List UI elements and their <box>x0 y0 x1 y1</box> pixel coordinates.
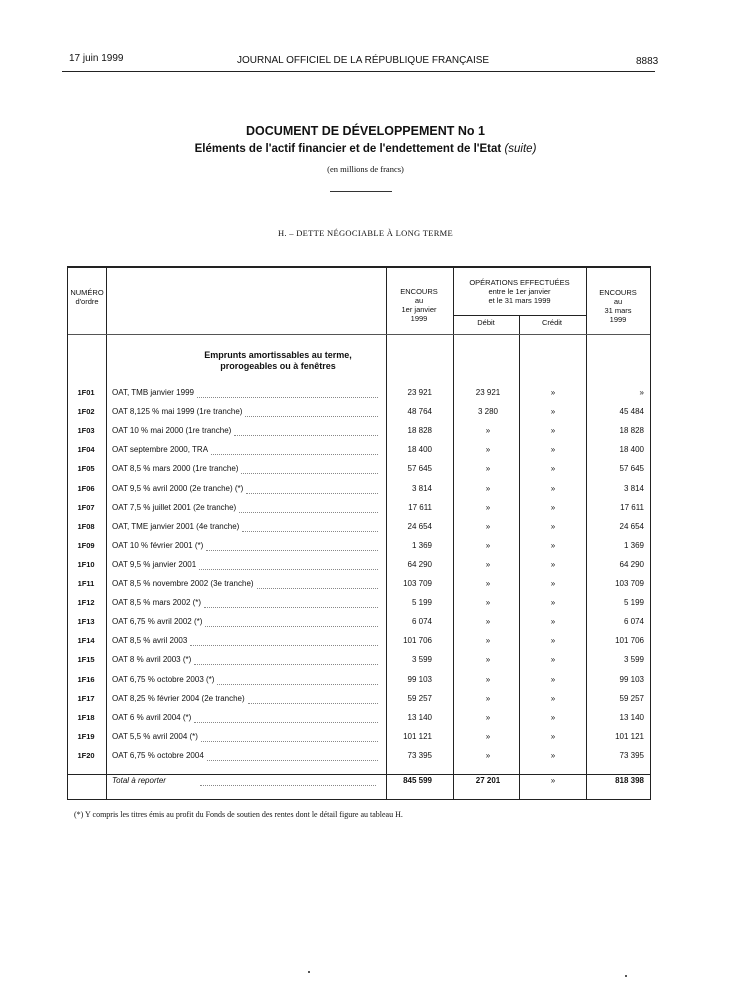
group-title-line1: Emprunts amortissables au terme, <box>204 350 352 360</box>
row-credit: » <box>550 388 556 397</box>
row-encours-end: 24 654 <box>619 522 644 531</box>
row-label: OAT 6,75 % octobre 2004 <box>112 751 204 760</box>
table-row <box>67 594 651 613</box>
header-encours-start <box>386 287 452 323</box>
row-leader-dots <box>245 416 378 417</box>
row-encours-end: 59 257 <box>619 694 644 703</box>
total-label: Total à reporter <box>112 776 166 785</box>
group-title <box>106 350 450 372</box>
row-encours-end: 101 121 <box>615 732 644 741</box>
header-operations-line3: et le 31 mars 1999 <box>488 296 551 305</box>
row-number: 1F01 <box>77 388 95 397</box>
row-label: OAT 10 % février 2001 (*) <box>112 541 204 550</box>
row-encours-start: 99 103 <box>407 675 432 684</box>
header-encours-start-line3: 1er janvier <box>401 305 437 314</box>
row-credit: » <box>550 694 556 703</box>
table-row <box>67 728 651 747</box>
row-encours-start: 3 814 <box>411 484 432 493</box>
row-encours-end: 3 599 <box>623 655 644 664</box>
table-row <box>67 690 651 709</box>
row-leader-dots <box>239 512 378 513</box>
header-bottom-rule <box>68 334 650 335</box>
row-label: OAT 9,5 % avril 2000 (2e tranche) (*) <box>112 484 244 493</box>
row-encours-end: 18 400 <box>619 445 644 454</box>
title-separator <box>330 191 392 192</box>
row-number: 1F10 <box>77 560 95 569</box>
row-encours-end: 45 484 <box>619 407 644 416</box>
row-credit: » <box>550 503 556 512</box>
row-label: OAT 8,5 % mars 2000 (1re tranche) <box>112 464 239 473</box>
row-debit: 3 280 <box>477 407 499 416</box>
row-encours-start: 24 654 <box>407 522 432 531</box>
row-label: OAT 8,5 % mars 2002 (*) <box>112 598 202 607</box>
header-debit: Débit <box>477 318 495 327</box>
operations-subheader-rule <box>453 315 586 316</box>
header-encours-start-line1: ENCOURS <box>400 287 438 296</box>
row-leader-dots <box>206 550 378 551</box>
header-encours-end <box>586 288 650 324</box>
row-encours-end: 73 395 <box>619 751 644 760</box>
row-encours-start: 23 921 <box>407 388 432 397</box>
row-label: OAT 8,5 % avril 2003 <box>112 636 188 645</box>
row-number: 1F08 <box>77 522 95 531</box>
row-label: OAT 9,5 % janvier 2001 <box>112 560 197 569</box>
row-label: OAT 7,5 % juillet 2001 (2e tranche) <box>112 503 237 512</box>
row-encours-start: 59 257 <box>407 694 432 703</box>
row-credit: » <box>550 464 556 473</box>
row-encours-start: 17 611 <box>408 503 432 512</box>
row-leader-dots <box>197 397 378 398</box>
scan-speck <box>308 971 310 973</box>
row-number: 1F04 <box>77 445 95 454</box>
total-encours-start: 845 599 <box>403 776 432 785</box>
header-operations-line2: entre le 1er janvier <box>488 287 551 296</box>
row-encours-end: 6 074 <box>623 617 644 626</box>
row-number: 1F06 <box>77 484 95 493</box>
row-credit: » <box>550 713 556 722</box>
header-operations-line1: OPÉRATIONS EFFECTUÉES <box>469 278 570 287</box>
header-journal-title: JOURNAL OFFICIEL DE LA RÉPUBLIQUE FRANÇAISE <box>237 55 490 66</box>
row-leader-dots <box>211 454 378 455</box>
row-encours-start: 101 706 <box>403 636 432 645</box>
row-leader-dots <box>246 493 378 494</box>
row-leader-dots <box>204 607 378 608</box>
row-number: 1F07 <box>77 503 95 512</box>
row-debit: » <box>485 598 491 607</box>
row-encours-start: 13 140 <box>407 713 432 722</box>
row-credit: » <box>550 579 556 588</box>
row-leader-dots <box>194 722 378 723</box>
row-encours-start: 57 645 <box>407 464 432 473</box>
row-credit: » <box>550 751 556 760</box>
row-label: OAT 6,75 % avril 2002 (*) <box>112 617 203 626</box>
header-encours-end-line2: au <box>613 297 623 306</box>
row-debit: » <box>485 751 491 760</box>
row-debit: » <box>485 541 491 550</box>
row-debit: » <box>485 617 491 626</box>
row-credit: » <box>550 484 556 493</box>
table-row <box>67 671 651 690</box>
row-credit: » <box>550 675 556 684</box>
total-debit: 27 201 <box>475 776 501 785</box>
row-credit: » <box>550 617 556 626</box>
row-label: OAT, TMB janvier 1999 <box>112 388 194 397</box>
row-credit: » <box>550 426 556 435</box>
row-label: OAT 6,75 % octobre 2003 (*) <box>112 675 215 684</box>
row-number: 1F02 <box>77 407 95 416</box>
row-credit: » <box>550 598 556 607</box>
table-row <box>67 518 651 537</box>
table-row <box>67 499 651 518</box>
row-debit: » <box>485 445 491 454</box>
row-leader-dots <box>248 703 378 704</box>
row-credit: » <box>550 560 556 569</box>
row-encours-end: » <box>639 388 644 397</box>
row-leader-dots <box>207 760 378 761</box>
row-encours-end: 13 140 <box>619 713 644 722</box>
document-subtitle-suffix: (suite) <box>504 143 537 155</box>
table-row <box>67 403 651 422</box>
table-row <box>67 709 651 728</box>
table-row <box>67 384 651 403</box>
table-row <box>67 575 651 594</box>
row-credit: » <box>550 732 556 741</box>
row-label: OAT 8,125 % mai 1999 (1re tranche) <box>112 407 243 416</box>
row-debit: » <box>485 655 491 664</box>
header-credit: Crédit <box>541 318 562 327</box>
table-row <box>67 651 651 670</box>
row-credit: » <box>550 636 556 645</box>
row-encours-start: 5 199 <box>411 598 432 607</box>
row-debit: » <box>485 503 491 512</box>
row-encours-start: 18 400 <box>407 445 432 454</box>
header-encours-end-line3: 31 mars <box>604 306 632 315</box>
row-number: 1F03 <box>77 426 95 435</box>
table-row <box>67 441 651 460</box>
header-encours-start-line2: au <box>414 296 424 305</box>
row-leader-dots <box>199 569 378 570</box>
total-leader-dots <box>200 785 376 786</box>
row-encours-start: 48 764 <box>407 407 432 416</box>
row-credit: » <box>550 655 556 664</box>
row-leader-dots <box>217 684 378 685</box>
row-debit: » <box>485 713 491 722</box>
row-number: 1F13 <box>77 617 95 626</box>
header-operations <box>453 278 586 305</box>
table-row <box>67 632 651 651</box>
document-subtitle <box>0 143 731 155</box>
header-date: 17 juin 1999 <box>69 53 124 64</box>
row-encours-end: 99 103 <box>619 675 644 684</box>
row-leader-dots <box>257 588 378 589</box>
row-leader-dots <box>241 473 378 474</box>
row-debit: » <box>485 732 491 741</box>
row-encours-start: 64 290 <box>407 560 432 569</box>
row-label: OAT 8,25 % février 2004 (2e tranche) <box>112 694 245 703</box>
table-row <box>67 747 651 766</box>
footnote: (*) Y compris les titres émis au profit du Fonds de soutien des rentes dont le détail figure au tableau H. <box>74 810 403 819</box>
section-title: H. – DETTE NÉGOCIABLE À LONG TERME <box>277 228 454 238</box>
row-number: 1F12 <box>77 598 95 607</box>
row-number: 1F15 <box>77 655 95 664</box>
row-label: OAT septembre 2000, TRA <box>112 445 209 454</box>
row-encours-end: 18 828 <box>619 426 644 435</box>
row-number: 1F11 <box>77 579 95 588</box>
row-number: 1F09 <box>77 541 95 550</box>
row-encours-end: 3 814 <box>623 484 644 493</box>
row-credit: » <box>550 541 556 550</box>
row-encours-end: 103 709 <box>615 579 644 588</box>
document-title: DOCUMENT DE DÉVELOPPEMENT No 1 <box>246 124 485 138</box>
document-unit: (en millions de francs) <box>327 164 404 174</box>
total-credit: » <box>550 776 556 785</box>
group-title-line2: prorogeables ou à fenêtres <box>220 361 336 371</box>
row-encours-start: 103 709 <box>403 579 432 588</box>
row-label: OAT 8 % avril 2003 (*) <box>112 655 192 664</box>
header-numero: NUMÉRO d'ordre <box>70 288 104 306</box>
row-debit: » <box>485 484 491 493</box>
row-label: OAT 10 % mai 2000 (1re tranche) <box>112 426 232 435</box>
row-number: 1F14 <box>77 636 95 645</box>
table-row <box>67 556 651 575</box>
scan-speck <box>625 975 627 977</box>
row-number: 1F17 <box>77 694 95 703</box>
row-encours-end: 64 290 <box>619 560 644 569</box>
table-row <box>67 537 651 556</box>
row-number: 1F05 <box>77 464 95 473</box>
row-encours-start: 3 599 <box>411 655 432 664</box>
row-leader-dots <box>234 435 378 436</box>
row-label: OAT 5,5 % avril 2004 (*) <box>112 732 198 741</box>
row-label: OAT 8,5 % novembre 2002 (3e tranche) <box>112 579 254 588</box>
row-encours-start: 18 828 <box>407 426 432 435</box>
row-encours-end: 1 369 <box>623 541 644 550</box>
row-number: 1F19 <box>77 732 95 741</box>
header-encours-end-line4: 1999 <box>609 315 627 324</box>
row-encours-start: 101 121 <box>403 732 432 741</box>
row-debit: 23 921 <box>475 388 501 397</box>
row-debit: » <box>485 522 491 531</box>
row-leader-dots <box>190 645 378 646</box>
total-row <box>67 772 651 791</box>
table-row <box>67 613 651 632</box>
row-number: 1F20 <box>77 751 95 760</box>
row-debit: » <box>485 464 491 473</box>
row-number: 1F18 <box>77 713 95 722</box>
row-leader-dots <box>201 741 378 742</box>
row-encours-start: 6 074 <box>411 617 432 626</box>
row-leader-dots <box>194 664 378 665</box>
header-rule <box>62 71 655 72</box>
row-leader-dots <box>242 531 378 532</box>
row-debit: » <box>485 636 491 645</box>
table-top-rule <box>68 267 650 268</box>
row-debit: » <box>485 579 491 588</box>
header-encours-end-line1: ENCOURS <box>599 288 637 297</box>
row-credit: » <box>550 522 556 531</box>
row-credit: » <box>550 445 556 454</box>
row-label: OAT 6 % avril 2004 (*) <box>112 713 192 722</box>
table-row <box>67 422 651 441</box>
row-debit: » <box>485 560 491 569</box>
row-leader-dots <box>205 626 378 627</box>
row-debit: » <box>485 675 491 684</box>
row-debit: » <box>485 426 491 435</box>
table-row <box>67 460 651 479</box>
header-page-number: 8883 <box>636 56 659 67</box>
row-debit: » <box>485 694 491 703</box>
row-encours-end: 17 611 <box>620 503 644 512</box>
row-credit: » <box>550 407 556 416</box>
table-row <box>67 480 651 499</box>
row-encours-end: 57 645 <box>619 464 644 473</box>
document-subtitle-main: Eléments de l'actif financier et de l'endettement de l'Etat <box>194 143 502 155</box>
row-number: 1F16 <box>77 675 95 684</box>
row-label: OAT, TME janvier 2001 (4e tranche) <box>112 522 240 531</box>
row-encours-start: 1 369 <box>411 541 432 550</box>
header-encours-start-line4: 1999 <box>410 314 428 323</box>
total-encours-end: 818 398 <box>615 776 644 785</box>
row-encours-end: 101 706 <box>615 636 644 645</box>
row-encours-end: 5 199 <box>623 598 644 607</box>
row-encours-start: 73 395 <box>407 751 432 760</box>
